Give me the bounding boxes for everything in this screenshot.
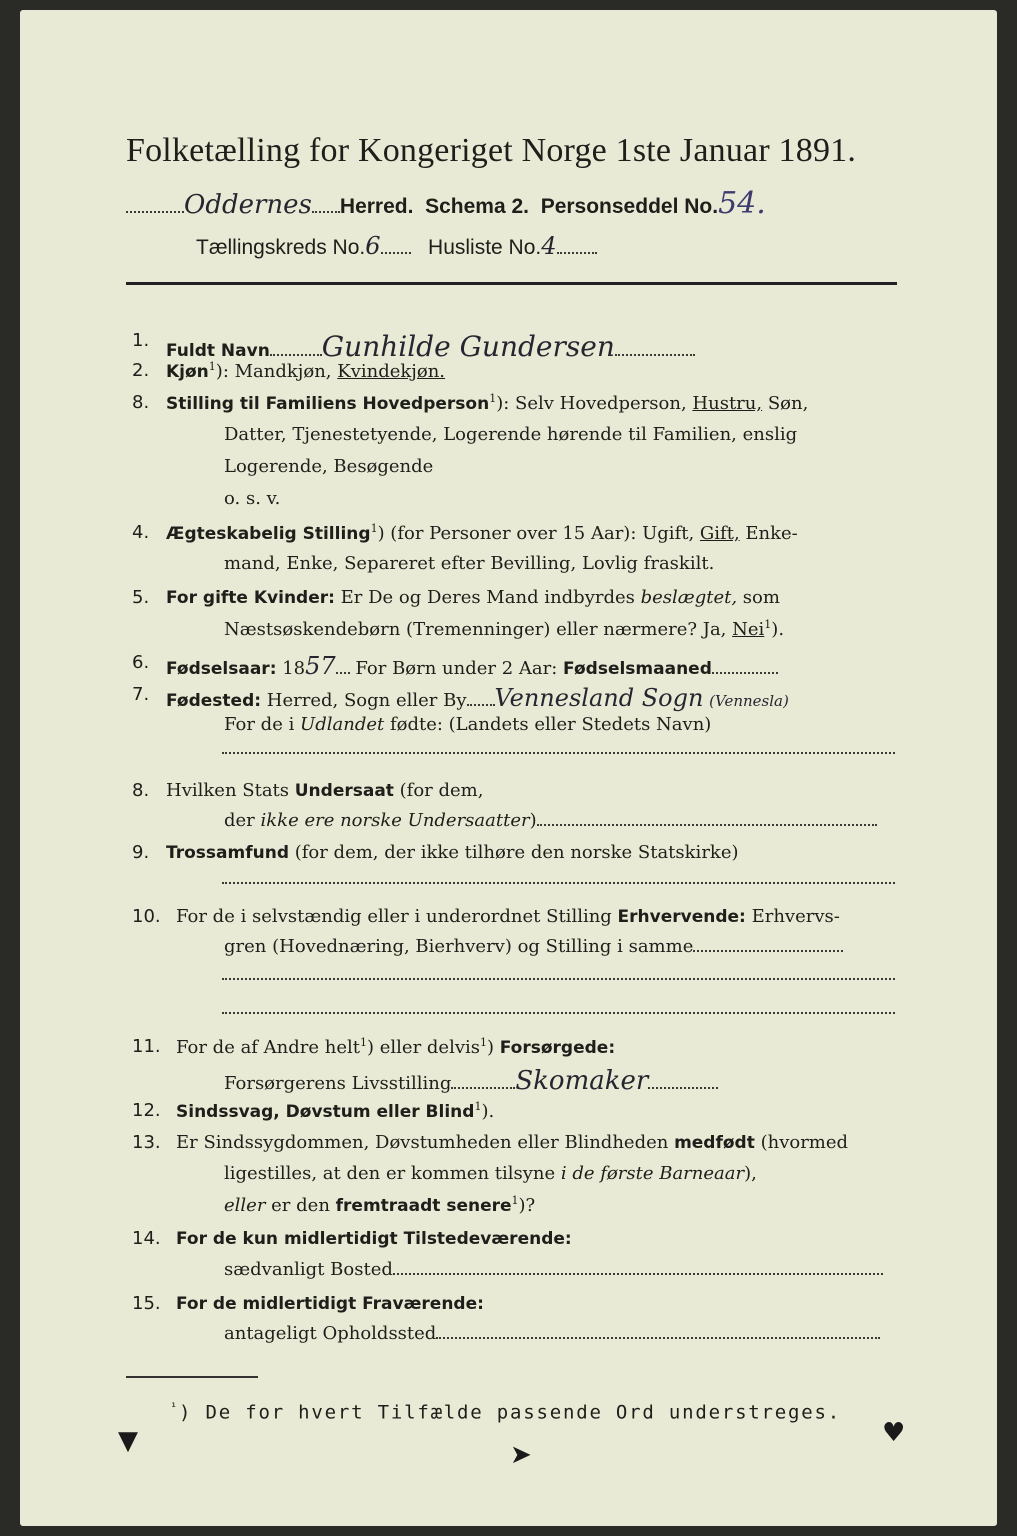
field-14-number: 14. bbox=[132, 1228, 161, 1249]
field-8-label: Undersaat bbox=[294, 781, 394, 801]
field-1-value: Gunhilde Gundersen bbox=[321, 330, 615, 363]
dotted-leader bbox=[648, 1083, 718, 1089]
dotted-leader bbox=[126, 207, 184, 213]
field-8-line2 bbox=[224, 810, 877, 831]
field-2-selected: Kvindekjøn. bbox=[337, 361, 446, 382]
field-8-line2-a: der bbox=[224, 810, 261, 831]
field-2-number: 2. bbox=[132, 360, 150, 381]
dotted-leader bbox=[436, 1333, 880, 1339]
field-4-number: 4. bbox=[132, 522, 150, 543]
field-13-line2-c: ), bbox=[744, 1163, 757, 1184]
field-5-italic: beslægtet, bbox=[640, 587, 738, 608]
field-13-line2-b: i de første Barneaar bbox=[560, 1163, 745, 1184]
field-4-text-end: Enke- bbox=[739, 523, 798, 544]
field-13-line3-b: er den bbox=[265, 1195, 336, 1216]
field-7-line2-c: fødte: (Landets eller Stedets Navn) bbox=[384, 714, 712, 735]
field-13-line2 bbox=[224, 1163, 757, 1184]
field-11-value: Skomaker bbox=[515, 1066, 649, 1096]
field-8-text: Hvilken Stats bbox=[166, 780, 295, 801]
header-line-herred bbox=[126, 186, 766, 221]
dotted-leader bbox=[537, 820, 877, 826]
field-10-number: 10. bbox=[132, 906, 161, 927]
field-9-text: (for dem, der ikke tilhøre den norske Statskirke) bbox=[288, 842, 739, 863]
field-7-value: Vennesland Sogn bbox=[494, 684, 704, 712]
field-11-supported: For de af Andre helt$^1$) eller delvis$^1$) Forsørgede: bbox=[176, 1036, 616, 1058]
dotted-leader bbox=[615, 350, 695, 356]
field-3-selected: Hustru, bbox=[692, 393, 763, 414]
kreds-label: Tællingskreds No. bbox=[196, 236, 366, 259]
field-3-label: Stilling til Familiens Hovedperson bbox=[166, 394, 490, 414]
field-6-prefix: 18 bbox=[276, 658, 306, 679]
field-14-line2-text: sædvanligt Bosted bbox=[224, 1259, 393, 1280]
field-6-text: For Børn under 2 Aar: bbox=[349, 658, 564, 679]
field-10-text-end: Erhvervs- bbox=[745, 906, 840, 927]
field-1-label: Fuldt Navn bbox=[166, 341, 270, 361]
dotted-leader bbox=[693, 946, 843, 952]
field-4-line2: mand, Enke, Separeret efter Bevilling, Lovlig fraskilt. bbox=[224, 553, 715, 574]
footnote-text: ) De for hvert Tilfælde passende Ord understreges. bbox=[179, 1401, 841, 1424]
field-13-line2-a: ligestilles, at den er kommen tilsyne bbox=[224, 1163, 561, 1184]
field-11-label: Forsørgede: bbox=[499, 1038, 616, 1058]
field-8-citizenship bbox=[166, 780, 483, 801]
field-5-selected: Nei bbox=[732, 619, 765, 640]
field-12-number: 12. bbox=[132, 1100, 161, 1121]
field-11-number: 11. bbox=[132, 1036, 161, 1057]
field-11-line2 bbox=[224, 1066, 718, 1096]
field-5-label: For gifte Kvinder: bbox=[166, 588, 335, 608]
field-10-occupation bbox=[176, 906, 840, 927]
field-4-marital: Ægteskabelig Stilling$^1$) (for Personer over 15 Aar): Ugift, Gift, Enke- bbox=[166, 522, 798, 544]
field-15-absent bbox=[176, 1293, 484, 1314]
field-13-text: Er Sindssygdommen, Døvstumheden eller Blindheden bbox=[176, 1132, 675, 1153]
field-11-text-c: ) bbox=[487, 1037, 500, 1058]
field-15-number: 15. bbox=[132, 1293, 161, 1314]
field-8-line2-c: ) bbox=[529, 810, 537, 831]
field-7-text: Herred, Sogn eller By bbox=[261, 690, 467, 711]
punch-mark-icon: ▼ bbox=[118, 1426, 138, 1456]
punch-mark-icon: ➤ bbox=[510, 1440, 532, 1470]
field-10-line2 bbox=[224, 936, 843, 957]
dotted-leader bbox=[557, 248, 597, 254]
field-12-tail: ). bbox=[481, 1101, 495, 1122]
field-13-text-end: (hvormed bbox=[754, 1132, 849, 1153]
dotted-answer-line bbox=[222, 882, 895, 884]
dotted-leader bbox=[393, 1269, 883, 1275]
schema-label: Schema 2. bbox=[425, 195, 530, 218]
field-11-line2-text: Forsørgerens Livsstilling bbox=[224, 1073, 452, 1094]
dotted-leader bbox=[270, 350, 322, 356]
field-2-label: Kjøn bbox=[166, 362, 209, 382]
field-3-text: ): Selv Hovedperson, bbox=[496, 393, 693, 414]
field-15-line2-text: antageligt Opholdssted bbox=[224, 1323, 437, 1344]
footnote-rule bbox=[126, 1376, 258, 1378]
form-title: Folketælling for Kongeriget Norge 1ste Januar 1891. bbox=[126, 132, 857, 169]
field-8-line2-b: ikke ere norske Undersaatter bbox=[260, 810, 530, 831]
field-5-question: Næstsøskendebørn (Tremenninger) eller nærmere? Ja, bbox=[224, 619, 733, 640]
field-4-text: ) (for Personer over 15 Aar): Ugift, bbox=[377, 523, 700, 544]
field-5-line2: Næstsøskendebørn (Tremenninger) eller nærmere? Ja, Nei$^1$). bbox=[224, 618, 785, 640]
field-3-number: 8. bbox=[132, 392, 150, 413]
field-7-line2-b: Udlandet bbox=[300, 714, 385, 735]
field-11-text-a: For de af Andre helt bbox=[176, 1037, 361, 1058]
herred-value: Oddernes bbox=[184, 190, 312, 220]
husliste-value: 4 bbox=[541, 232, 557, 260]
footnote bbox=[170, 1400, 841, 1423]
dotted-leader bbox=[712, 668, 778, 674]
dotted-answer-line bbox=[222, 752, 895, 754]
field-3-line3: Logerende, Besøgende bbox=[224, 456, 434, 477]
field-12-label: Sindssvag, Døvstum eller Blind bbox=[176, 1102, 475, 1122]
field-13-congenital bbox=[176, 1132, 848, 1153]
field-9-religion bbox=[166, 842, 739, 863]
personseddel-label: Personseddel No. bbox=[540, 195, 719, 218]
field-7-note: (Vennesla) bbox=[709, 692, 789, 710]
husliste-label: Husliste No. bbox=[428, 236, 542, 259]
field-5-text-end: som bbox=[737, 587, 780, 608]
field-9-label: Trossamfund bbox=[166, 843, 289, 863]
dotted-leader bbox=[312, 207, 340, 213]
field-5-number: 5. bbox=[132, 587, 150, 608]
field-2-sex: Kjøn$^1$): Mandkjøn, Kvindekjøn. bbox=[166, 360, 446, 382]
dotted-leader bbox=[451, 1083, 515, 1089]
punch-mark-icon: ♥ bbox=[882, 1418, 906, 1448]
field-9-number: 9. bbox=[132, 842, 150, 863]
field-14-label: For de kun midlertidigt Tilstedeværende: bbox=[176, 1229, 572, 1249]
field-10-text: For de i selvstændig eller i underordnet Stilling bbox=[176, 906, 618, 927]
field-5-text: Er De og Deres Mand indbyrdes bbox=[334, 587, 641, 608]
dotted-answer-line bbox=[222, 978, 895, 980]
dotted-leader bbox=[381, 248, 411, 254]
kreds-value: 6 bbox=[365, 232, 381, 260]
field-7-label: Fødested: bbox=[166, 691, 262, 711]
field-11-text-b: ) eller delvis bbox=[367, 1037, 480, 1058]
dotted-answer-line bbox=[222, 1012, 895, 1014]
field-13-line3-d: )? bbox=[518, 1195, 536, 1216]
field-15-label: For de midlertidigt Fraværende: bbox=[176, 1294, 484, 1314]
field-1-number: 1. bbox=[132, 330, 150, 351]
field-4-label: Ægteskabelig Stilling bbox=[166, 524, 371, 544]
field-6-birthyear bbox=[166, 652, 778, 680]
field-7-number: 7. bbox=[132, 684, 150, 705]
header-rule bbox=[126, 282, 897, 285]
field-13-label: medfødt bbox=[674, 1133, 755, 1153]
field-7-line2 bbox=[224, 714, 711, 735]
field-13-number: 13. bbox=[132, 1132, 161, 1153]
dotted-leader bbox=[467, 700, 495, 706]
herred-label: Herred. bbox=[339, 195, 414, 218]
field-13-line3-a: eller bbox=[224, 1195, 266, 1216]
field-3-position: Stilling til Familiens Hovedperson$^1$): Selv Hovedperson, Hustru, Søn, bbox=[166, 392, 809, 414]
footnote-mark: ¹ bbox=[170, 1400, 180, 1414]
field-14-present bbox=[176, 1228, 572, 1249]
field-1-name bbox=[166, 330, 695, 363]
header-line-kreds bbox=[196, 232, 597, 260]
field-6-label: Fødselsaar: bbox=[166, 659, 277, 679]
field-13-line3: eller er den fremtraadt senere$^1$)? bbox=[224, 1194, 536, 1216]
field-3-line4: o. s. v. bbox=[224, 488, 281, 509]
field-13-line3-c: fremtraadt senere bbox=[335, 1196, 512, 1216]
field-8-text-end: (for dem, bbox=[393, 780, 484, 801]
field-6-value: 57 bbox=[305, 652, 336, 680]
field-4-selected: Gift, bbox=[699, 523, 740, 544]
field-5-married-women bbox=[166, 587, 780, 608]
field-10-line2-text: gren (Hovednæring, Bierhverv) og Stilling i samme bbox=[224, 936, 694, 957]
dotted-leader bbox=[336, 668, 350, 674]
field-3-text-end: Søn, bbox=[762, 393, 809, 414]
field-12-disability: Sindssvag, Døvstum eller Blind$^1$). bbox=[176, 1100, 495, 1122]
field-3-line2: Datter, Tjenestetyende, Logerende hørende til Familien, enslig bbox=[224, 424, 798, 445]
field-7-birthplace bbox=[166, 684, 789, 712]
field-7-line2-a: For de i bbox=[224, 714, 301, 735]
field-8-number: 8. bbox=[132, 780, 150, 801]
field-6-number: 6. bbox=[132, 652, 150, 673]
field-14-line2 bbox=[224, 1259, 883, 1280]
field-2-text: ): Mandkjøn, bbox=[215, 361, 338, 382]
field-6-label2: Fødselsmaaned bbox=[563, 659, 712, 679]
personseddel-value: 54. bbox=[718, 186, 766, 221]
field-15-line2 bbox=[224, 1323, 880, 1344]
field-10-label: Erhvervende: bbox=[617, 907, 746, 927]
